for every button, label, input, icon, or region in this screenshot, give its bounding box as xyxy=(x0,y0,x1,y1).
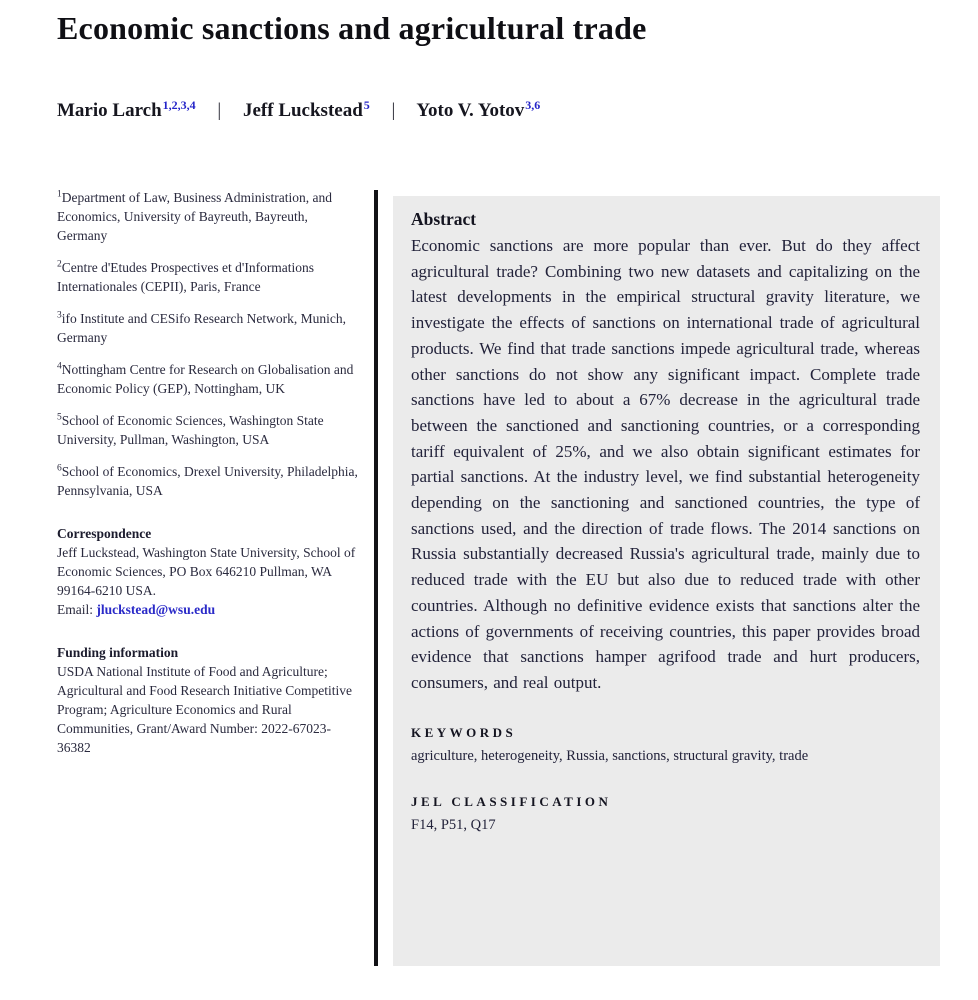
author-1 xyxy=(57,100,196,121)
author-3-name: Yoto V. Yotov xyxy=(416,100,525,122)
author-1-name: Mario Larch xyxy=(57,100,162,122)
affiliation-5-sup: 5 xyxy=(57,412,62,423)
author-separator: | xyxy=(217,100,222,122)
affiliation-3-text: ifo Institute and CESifo Research Network, Munich, Germany xyxy=(57,311,346,345)
author-3 xyxy=(416,100,540,121)
left-column-metadata xyxy=(57,188,360,757)
affiliation-1-sup: 1 xyxy=(57,189,62,200)
funding-text: USDA National Institute of Food and Agriculture; Agricultural and Food Research Initiative Competitive Program; Agriculture Economics and Rural Communities, Grant/Award Number: 2022-67023-36382 xyxy=(57,664,353,755)
author-2-affiliation-sup: 5 xyxy=(363,98,370,112)
abstract-heading: Abstract xyxy=(411,209,477,229)
abstract-text: Economic sanctions are more popular than ever. But do they affect agricultural trade? Combining two new datasets and capitalizing on the latest developments in the empirical structural gravity literature, we investigate the effects of sanctions on international trade of agricultural products. We find that trade sanctions impede agricultural trade, whereas other sanctions do not show any significant impact. Complete trade sanctions have led to about a 67% decrease in the agricultural trade between the sanctioned and sanctioning countries, or a corresponding tariff equivalent of 25%, and we also obtain significant estimates for partial sanctions. At the industry level, we find substantial heterogeneity depending on the sanctioning and sanctioned countries, the type of sanctions used, and the direction of trade flows. The 2014 sanctions on Russia substantially decreased Russia's agricultural trade, mainly due to reduced trade with the EU but also due to reduced trade with other countries. Although no definitive evidence exists that sanctions alter the actions of governments of receiving countries, this paper provides broad evidence that sanctions hamper agrifood trade and hurt producers, consumers, and real output. xyxy=(411,236,920,692)
keywords-text: agriculture, heterogeneity, Russia, sanctions, structural gravity, trade xyxy=(411,747,809,764)
author-1-affiliation-sup: 1,2,3,4 xyxy=(162,98,196,112)
affiliation-2-text: Centre d'Etudes Prospectives et d'Informations Internationales (CEPII), Paris, France xyxy=(57,260,315,294)
paper-title: Economic sanctions and agricultural trade xyxy=(57,10,647,46)
affiliation-1-text: Department of Law, Business Administration, and Economics, University of Bayreuth, Bayreuth, Germany xyxy=(57,190,332,243)
email-link[interactable]: jluckstead@wsu.edu xyxy=(96,602,216,617)
funding-heading: Funding information xyxy=(57,645,179,660)
affiliation-item-5 xyxy=(57,411,360,449)
affiliation-5-text: School of Economic Sciences, Washington State University, Pullman, Washington, USA xyxy=(57,413,324,447)
author-separator: | xyxy=(391,100,396,122)
email-label: Email: xyxy=(57,602,97,617)
jel-classification-heading: JEL CLASSIFICATION xyxy=(411,793,612,809)
affiliation-item-6 xyxy=(57,462,360,500)
affiliation-4-sup: 4 xyxy=(57,361,62,372)
author-line xyxy=(57,98,540,122)
correspondence-email-line xyxy=(57,600,360,619)
affiliation-6-sup: 6 xyxy=(57,463,62,474)
jel-classification-text: F14, P51, Q17 xyxy=(411,816,496,833)
affiliation-2-sup: 2 xyxy=(57,259,62,270)
affiliation-item-3 xyxy=(57,309,360,347)
keywords-heading: KEYWORDS xyxy=(411,724,517,740)
column-divider-rule xyxy=(374,190,378,966)
correspondence-text: Jeff Luckstead, Washington State University, School of Economic Sciences, PO Box 646210 Pullman, WA 99164-6210 USA. xyxy=(57,545,356,598)
affiliation-item-2 xyxy=(57,258,360,296)
affiliation-4-text: Nottingham Centre for Research on Globalisation and Economic Policy (GEP), Nottingham, UK xyxy=(57,362,354,396)
author-2-name: Jeff Luckstead xyxy=(242,100,363,122)
affiliation-3-sup: 3 xyxy=(57,310,62,321)
affiliation-item-4 xyxy=(57,360,360,398)
affiliation-6-text: School of Economics, Drexel University, Philadelphia, Pennsylvania, USA xyxy=(57,464,358,498)
correspondence-heading: Correspondence xyxy=(57,526,152,541)
abstract-panel xyxy=(393,196,940,966)
affiliation-item-1 xyxy=(57,188,360,245)
author-2 xyxy=(243,100,370,121)
author-3-affiliation-sup: 3,6 xyxy=(525,98,541,112)
